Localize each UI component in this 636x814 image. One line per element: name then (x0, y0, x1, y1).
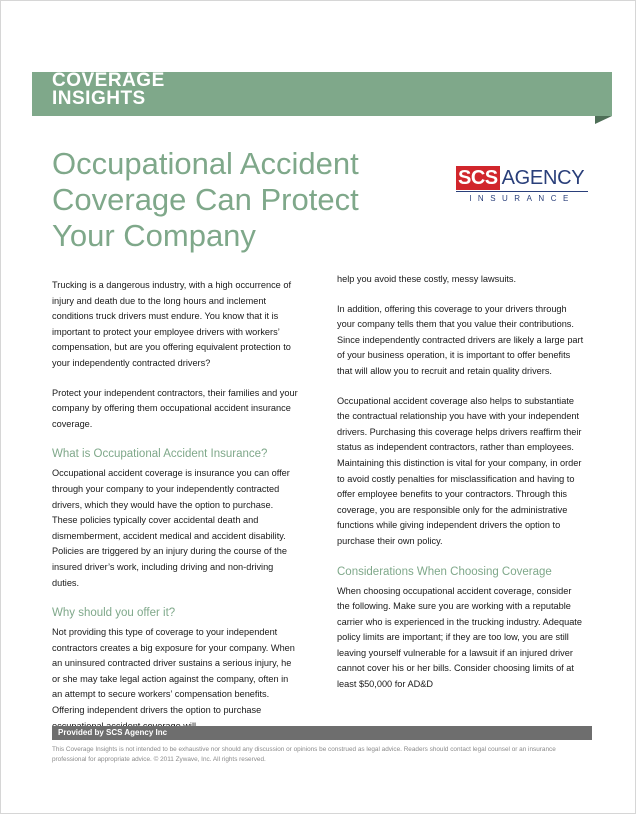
left-column (52, 278, 300, 748)
right-column (337, 272, 585, 707)
logo-insurance: INSURANCE (469, 194, 575, 203)
relationship-paragraph: Occupational accident coverage also helps to substantiate the contractual relationship you have with your independent drivers. Purchasing this coverage helps drivers reaffirm their status as independent contractors, rather than employees. Maintaining this distinction is vital for your company, in order to avoid costly penalties for misclassification and having to offer employee benefits to your contractors. Through this coverage, you are responsible only for the administrative functions while giving independent drivers the option to purchase their own policy. (337, 395, 582, 546)
logo-divider (456, 191, 588, 192)
intro-paragraph-1: Trucking is a dangerous industry, with a high occurrence of injury and death due to the long hours and inclement conditions truck drivers must endure. You know that it is important to protect your employee drivers with workers’ compensation, but are you offering equivalent protection to your independently contracted drivers? (52, 280, 291, 368)
provided-by-bar: Provided by SCS Agency Inc (52, 726, 592, 740)
brand-wordmark (52, 72, 165, 108)
heading-what-is: What is Occupational Accident Insurance? (52, 448, 268, 461)
logo-agency: AGENCY (501, 167, 585, 189)
agency-logo (456, 166, 588, 206)
why-offer-paragraph: Not providing this type of coverage to your independent contractors creates a big exposure for your company. When an uninsured contracted driver sustains a serious injury, he or she may take legal action against the company, often in an attempt to secure workers’ compensation benefits. Offering independent drivers the option to purchase (52, 627, 295, 716)
page-title: Occupational Accident Coverage Can Protect Your Company (52, 146, 359, 253)
what-is-paragraph: Occupational accident coverage is insurance you can offer through your company to your independently contracted drivers, which they would have the option to purchase. These policies typically cover accidental death and dismemberment, accident medical and accident disability. Policies are triggered by an injury during the course of the insured driver’s work, including driving and non-driving duties. (52, 468, 290, 588)
considerations-paragraph: When choosing occupational accident coverage, consider the following. Make sure you are working with a reputable carrier who is experienced in the trucking industry. Adequate policy limits are important; if they are too low, you are still leaving yourself vulnerable for a lawsuit if an injured driver cannot cover his or her bills. Consider choosing limits of at least $50,000 for AD&D (337, 585, 582, 690)
heading-why-offer: Why should you offer it? (52, 607, 176, 620)
logo-scs: SCS (458, 167, 498, 189)
disclaimer-text: This Coverage Insights is not intended to be exhaustive nor should any discussion or opinions be construed as legal advice. Readers should contact legal counsel or an insurance professional for appropriate advice. © 2011 Zywave, Inc. All rights reserved. (52, 746, 556, 763)
heading-considerations: Considerations When Choosing Coverage (337, 565, 552, 578)
value-paragraph: In addition, offering this coverage to your drivers through your company tells them that you value their contributions. Since independently contracted drivers are likely a large part of your business operation, it is important to offer benefits that will allow you to recruit and retain quality drivers. (337, 303, 584, 376)
brand-line-1: COVERAGE (52, 70, 165, 91)
brand-line-2: INSIGHTS (52, 88, 146, 109)
continuation-paragraph: help you avoid these costly, messy lawsuits. (337, 274, 517, 284)
intro-paragraph-2: Protect your independent contractors, their families and your company by offering them occupational accident insurance coverage. (52, 387, 298, 429)
banner-fold (595, 116, 612, 124)
